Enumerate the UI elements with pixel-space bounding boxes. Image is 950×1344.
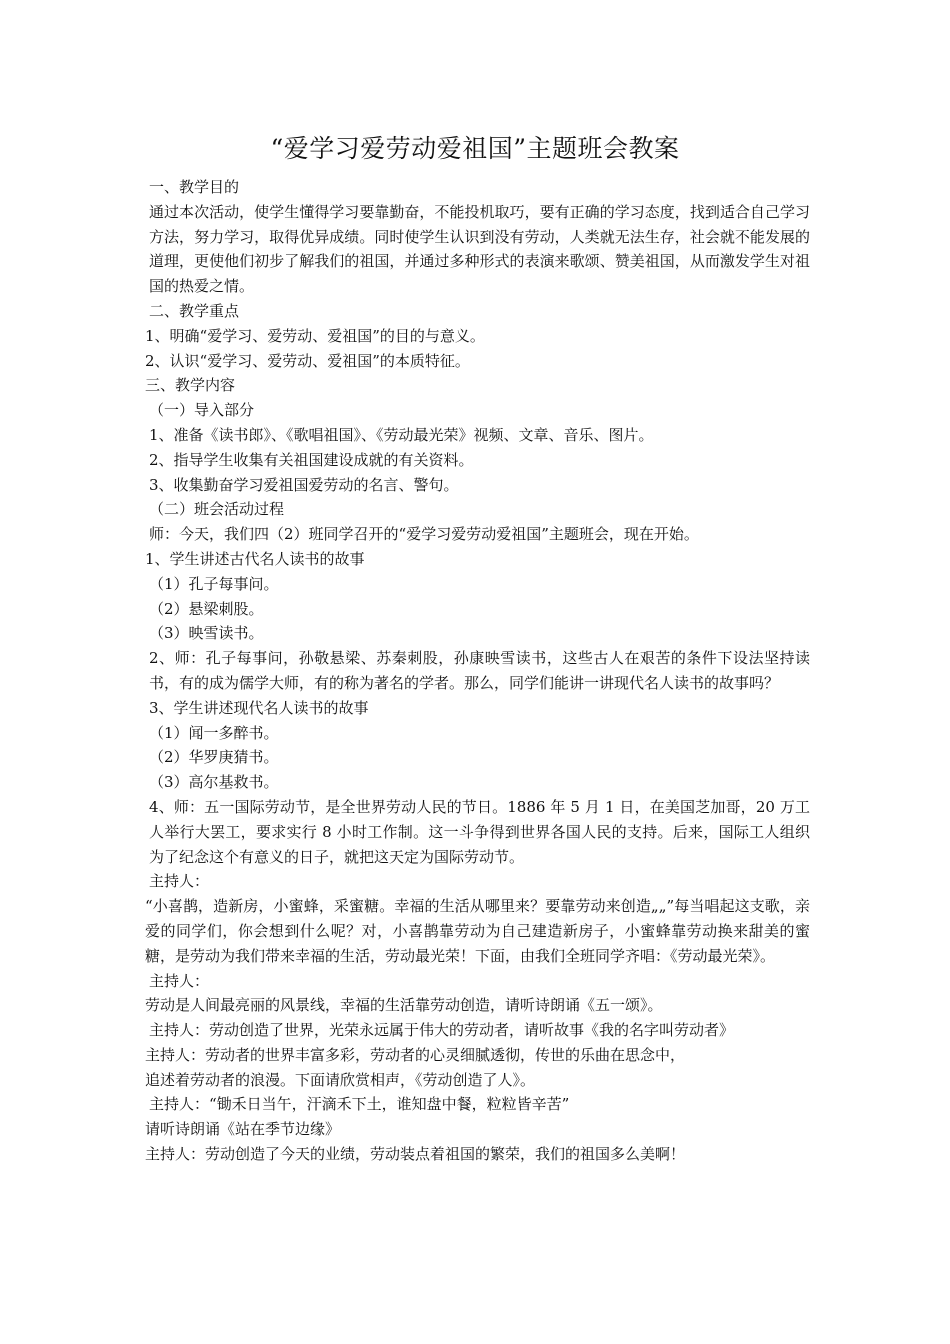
- paragraph: 师：今天，我们四（2）班同学召开的“爱学习爱劳动爱祖国”主题班会，现在开始。: [149, 525, 699, 544]
- paragraph: 三、教学内容: [145, 376, 236, 395]
- document-title: “爱学习爱劳动爱祖国”主题班会教案: [270, 134, 680, 163]
- paragraph: （2）悬梁刺股。: [149, 599, 264, 618]
- paragraph: （1）闻一多醉书。: [149, 723, 279, 742]
- paragraph: “小喜鹊，造新房，小蜜蜂，采蜜糖。幸福的生活从哪里来？要靠劳动来创造„„”每当唱起这支歌，亲爱的同学们，你会想到什么呢？对，小喜鹊靠劳动为自己建造新房子，小蜜蜂靠劳动换来甜美的蜜糖，是劳动为我们带来幸福的生活，劳动最光荣！下面，由我们全班同学齐唱：《劳动最光荣》。: [145, 897, 810, 965]
- paragraph: 一、教学目的: [149, 178, 240, 196]
- paragraph: 追述着劳动者的浪漫。下面请欣赏相声，《劳动创造了人》。: [145, 1070, 536, 1089]
- paragraph: （3）高尔基救书。: [149, 773, 279, 792]
- paragraph: 3、学生讲述现代名人读书的故事: [149, 698, 369, 717]
- paragraph: 3、收集勤奋学习爱祖国爱劳动的名言、警句。: [149, 475, 459, 494]
- paragraph: 主持人：劳动创造了世界，光荣永远属于伟大的劳动者，请听故事《我的名字叫劳动者》: [149, 1021, 735, 1040]
- paragraph: 主持人：劳动者的世界丰富多彩，劳动者的心灵细腻透彻，传世的乐曲在思念中，: [145, 1045, 686, 1064]
- paragraph: （3）映雪读书。: [149, 624, 264, 643]
- paragraph: 2、指导学生收集有关祖国建设成就的有关资料。: [149, 450, 474, 469]
- paragraph: （2）华罗庚猜书。: [149, 748, 279, 767]
- paragraph: 二、教学重点: [149, 301, 240, 320]
- paragraph: （二）班会活动过程: [149, 500, 285, 519]
- paragraph: （1）孔子每事问。: [149, 574, 279, 593]
- paragraph: 劳动是人间最亮丽的风景线，幸福的生活靠劳动创造，请听诗朗诵《五一颂》。: [145, 996, 663, 1015]
- paragraph: 1、明确“爱学习、爱劳动、爱祖国”的目的与意义。: [145, 326, 485, 345]
- paragraph: 主持人：“锄禾日当午，汗滴禾下土，谁知盘中餐，粒粒皆辛苦”: [149, 1095, 570, 1114]
- paragraph: 1、学生讲述古代名人读书的故事: [145, 549, 365, 568]
- paragraph: 2、认识“爱学习、爱劳动、爱祖国”的本质特征。: [145, 351, 470, 370]
- paragraph: 请听诗朗诵《站在季节边缘》: [145, 1120, 341, 1139]
- paragraph: 2、师：孔子每事问，孙敬悬梁、苏秦刺股，孙康映雪读书，这些古人在艰苦的条件下设法坚持读书，有的成为儒学大师，有的称为著名的学者。那么，同学们能讲一讲现代名人读书的故事吗？: [149, 649, 810, 692]
- paragraph: 1、准备《读书郎》、《歌唱祖国》、《劳动最光荣》视频、文章、音乐、图片。: [149, 425, 654, 444]
- paragraph: 主持人：劳动创造了今天的业绩，劳动装点着祖国的繁荣，我们的祖国多么美啊！: [145, 1145, 686, 1164]
- paragraph: 主持人：: [149, 971, 210, 990]
- paragraph: 通过本次活动，使学生懂得学习要靠勤奋，不能投机取巧，要有正确的学习态度，找到适合自己学习方法，努力学习，取得优异成绩。同时使学生认识到没有劳动，人类就无法生存，社会就不能发展的道理，更使他们初步了解我们的祖国，并通过多种形式的表演来歌颂、赞美祖国，从而激发学生对祖国的热爱之情。: [149, 202, 810, 296]
- document-body: [145, 175, 810, 1167]
- paragraph: （一）导入部分: [149, 401, 255, 420]
- paragraph: 主持人：: [149, 872, 210, 891]
- paragraph: 4、师：五一国际劳动节，是全世界劳动人民的节日。1886 年 5 月 1 日，在美国芝加哥，20 万工人举行大罢工，要求实行 8 小时工作制。这一斗争得到世界各国人民的支持。后来，国际工人组织为了纪念这个有意义的日子，就把这天定为国际劳动节。: [149, 797, 810, 866]
